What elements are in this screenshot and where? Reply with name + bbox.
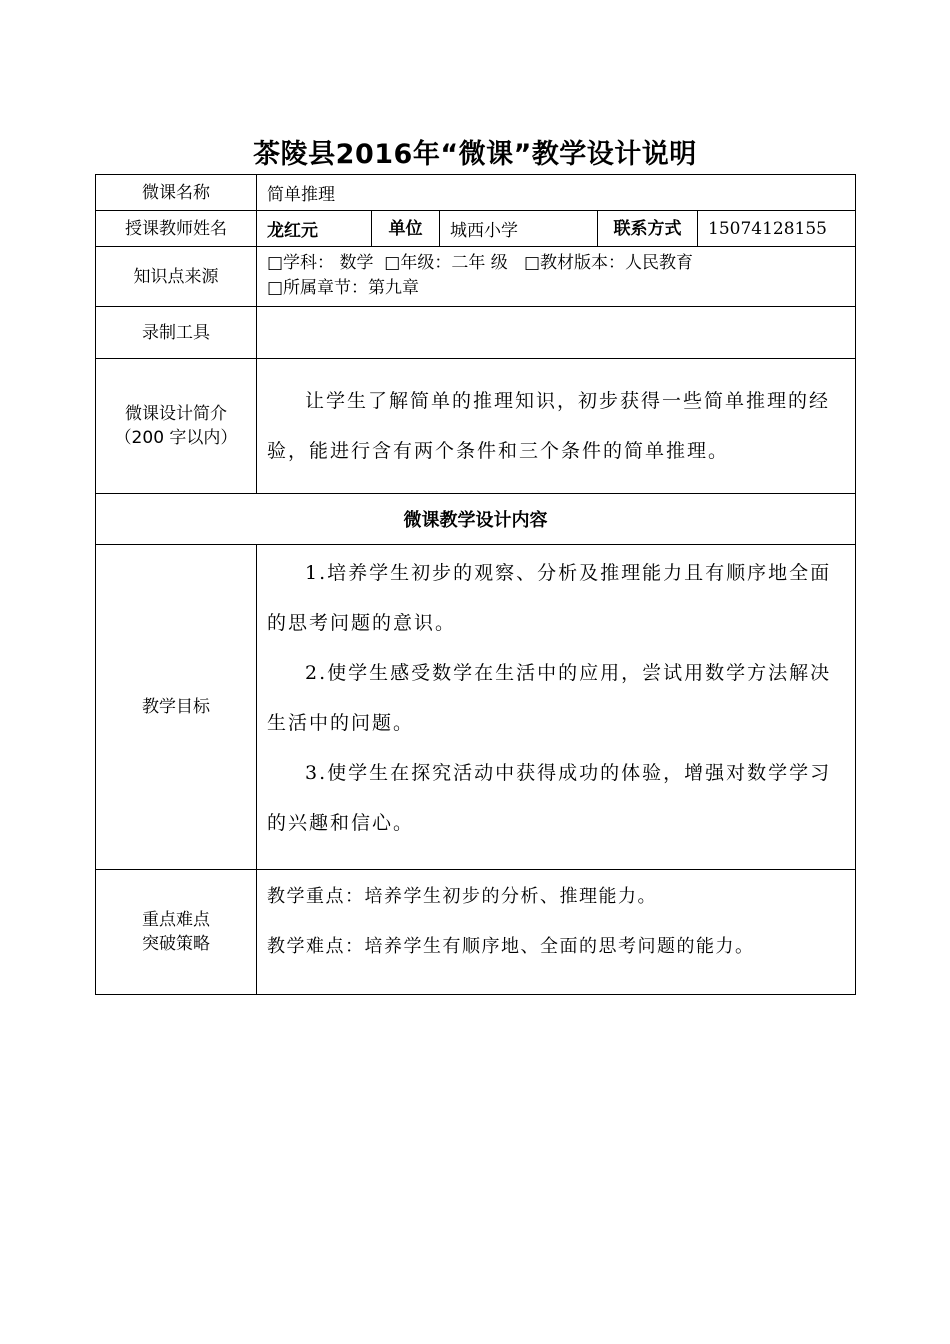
- row-recording-tool: [96, 307, 856, 359]
- teacher-name-value: 龙红元: [257, 211, 372, 247]
- knowledge-source-line-2: □所属章节：第九章: [267, 278, 420, 298]
- intro-label-line-1: 微课设计简介: [125, 404, 227, 424]
- teacher-name-label: 授课教师姓名: [96, 211, 257, 247]
- recording-tool-label: 录制工具: [96, 307, 257, 359]
- row-knowledge-source: [96, 247, 856, 307]
- intro-label: [96, 359, 257, 494]
- key-points-label-line-2: 突破策略: [142, 934, 210, 954]
- row-intro: [96, 359, 856, 494]
- knowledge-source-value: [257, 247, 856, 307]
- document-title: 茶陵县2016年“微课”教学设计说明: [253, 139, 697, 170]
- design-form-table: [95, 174, 856, 995]
- contact-value: 15074128155: [698, 211, 856, 247]
- course-name-value: 简单推理: [257, 175, 856, 211]
- key-point-item: 教学难点：培养学生有顺序地、全面的思考问题的能力。: [267, 936, 755, 957]
- key-point-item: 教学重点：培养学生初步的分析、推理能力。: [267, 886, 657, 907]
- key-points-value: [257, 870, 856, 995]
- intro-value: [257, 359, 856, 494]
- knowledge-source-line-1: □学科： 数学 □年级：二年 级 □教材版本：人民教育: [267, 253, 694, 273]
- contact-label: 联系方式: [598, 211, 698, 247]
- section-title: 微课教学设计内容: [96, 494, 856, 545]
- row-section-title: [96, 494, 856, 545]
- unit-value: 城西小学: [440, 211, 598, 247]
- key-points-label: [96, 870, 257, 995]
- row-key-points: [96, 870, 856, 995]
- goals-label: 教学目标: [96, 545, 257, 870]
- recording-tool-value: [257, 307, 856, 359]
- key-points-label-line-1: 重点难点: [142, 910, 210, 930]
- goals-value: [257, 545, 856, 870]
- knowledge-source-label: 知识点来源: [96, 247, 257, 307]
- goal-item: 2.使学生感受数学在生活中的应用，尝试用数学方法解决生活中的问题。: [267, 662, 832, 734]
- row-course-name: [96, 175, 856, 211]
- intro-label-line-2: （200 字以内）: [114, 428, 238, 448]
- row-teacher: [96, 211, 856, 247]
- course-name-label: 微课名称: [96, 175, 257, 211]
- goal-item: 3.使学生在探究活动中获得成功的体验，增强对数学学习的兴趣和信心。: [267, 762, 832, 834]
- goal-item: 1.培养学生初步的观察、分析及推理能力且有顺序地全面的思考问题的意识。: [267, 562, 832, 634]
- unit-label: 单位: [372, 211, 440, 247]
- row-goals: [96, 545, 856, 870]
- intro-text: 让学生了解简单的推理知识，初步获得一些简单推理的经验，能进行含有两个条件和三个条件的简单推理。: [267, 390, 831, 462]
